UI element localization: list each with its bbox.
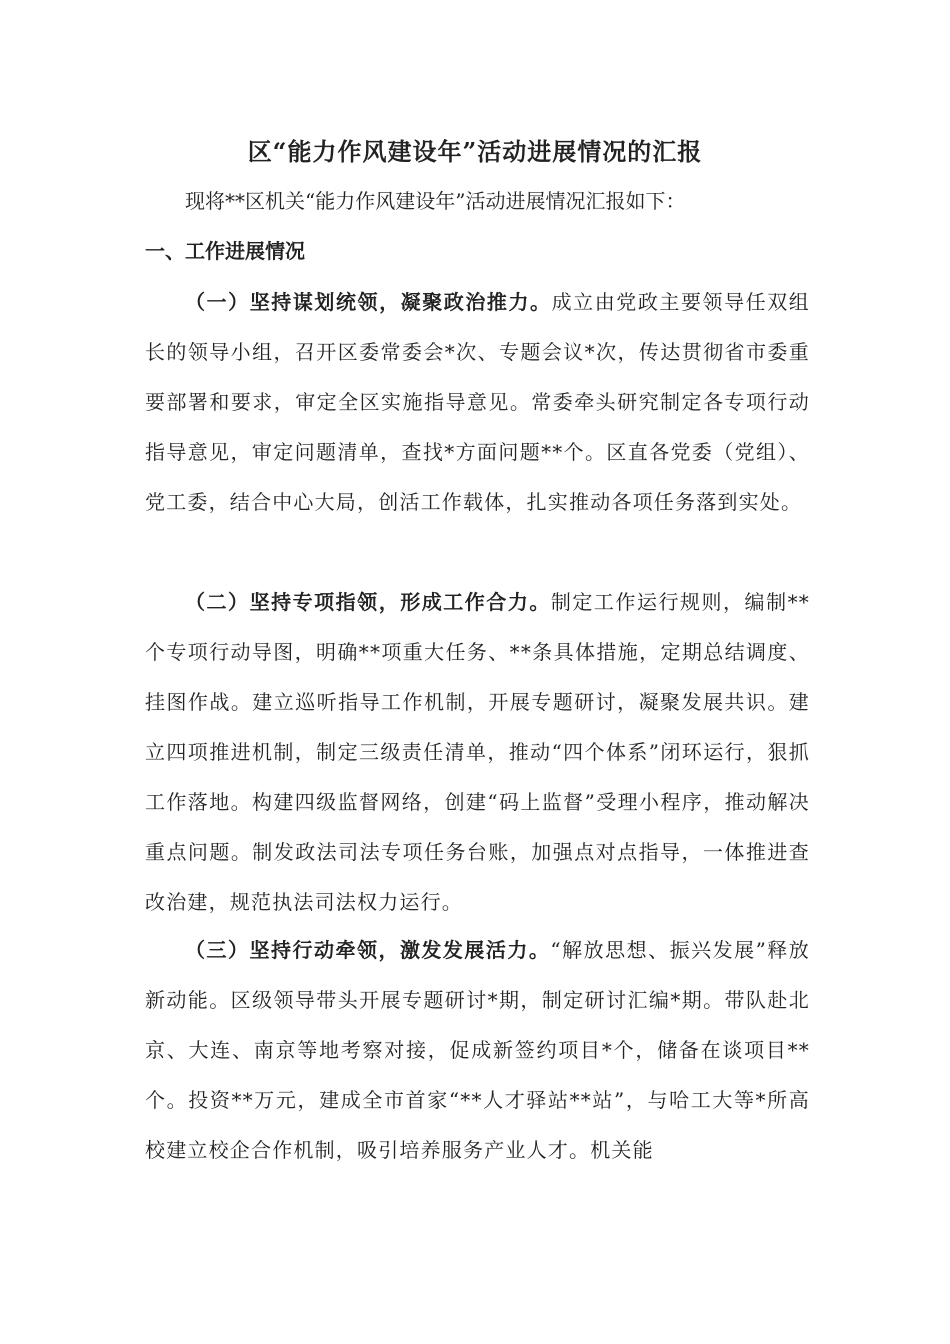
paragraph-3-lead: （三）坚持行动牵领，激发发展活力。 [185, 938, 551, 962]
paragraph-1-lead: （一）坚持谋划统领，凝聚政治推力。 [185, 290, 552, 314]
paragraph-1 [145, 277, 810, 527]
section-heading: 一、工作进展情况 [145, 239, 305, 263]
paragraph-3 [145, 925, 810, 1175]
paragraph-2-lead: （二）坚持专项指领，形成工作合力。 [185, 590, 551, 614]
intro-paragraph: 现将**区机关“能力作风建设年”活动进展情况汇报如下： [185, 189, 686, 213]
document-title: 区“能力作风建设年”活动进展情况的汇报 [247, 137, 703, 166]
paragraph-2-text: 制定工作运行规则，编制**个专项行动导图，明确**项重大任务、**条具体措施，定期总结调度、挂图作战。建立巡听指导工作机制，开展专题研讨，凝聚发展共识。建立四项推进机制，制定三级责任清单，推动“四个体系”闭环运行，狠抓工作落地。构建四级监督网络，创建“码上监督”受理小程序，推动解决重点问题。制发政法司法专项任务台账，加强点对点指导，一体推进查改治建，规范执法司法权力运行。 [145, 590, 810, 914]
paragraph-3-text: “解放思想、振兴发展”释放新动能。区级领导带头开展专题研讨*期，制定研讨汇编*期。带队赴北京、大连、南京等地考察对接，促成新签约项目*个，储备在谈项目**个。投资**万元，建成全市首家“**人才驿站**站”，与哈工大等*所高校建立校企合作机制，吸引培养服务产业人才。机关能 [145, 938, 810, 1162]
paragraph-1-text: 成立由党政主要领导任双组长的领导小组，召开区委常委会*次、专题会议*次，传达贯彻省市委重要部署和要求，审定全区实施指导意见。常委牵头研究制定各专项行动指导意见，审定问题清单，查找*方面问题**个。区直各党委（党组）、党工委，结合中心大局，创活工作载体，扎实推动各项任务落到实处。 [145, 290, 810, 514]
paragraph-2 [145, 577, 810, 927]
